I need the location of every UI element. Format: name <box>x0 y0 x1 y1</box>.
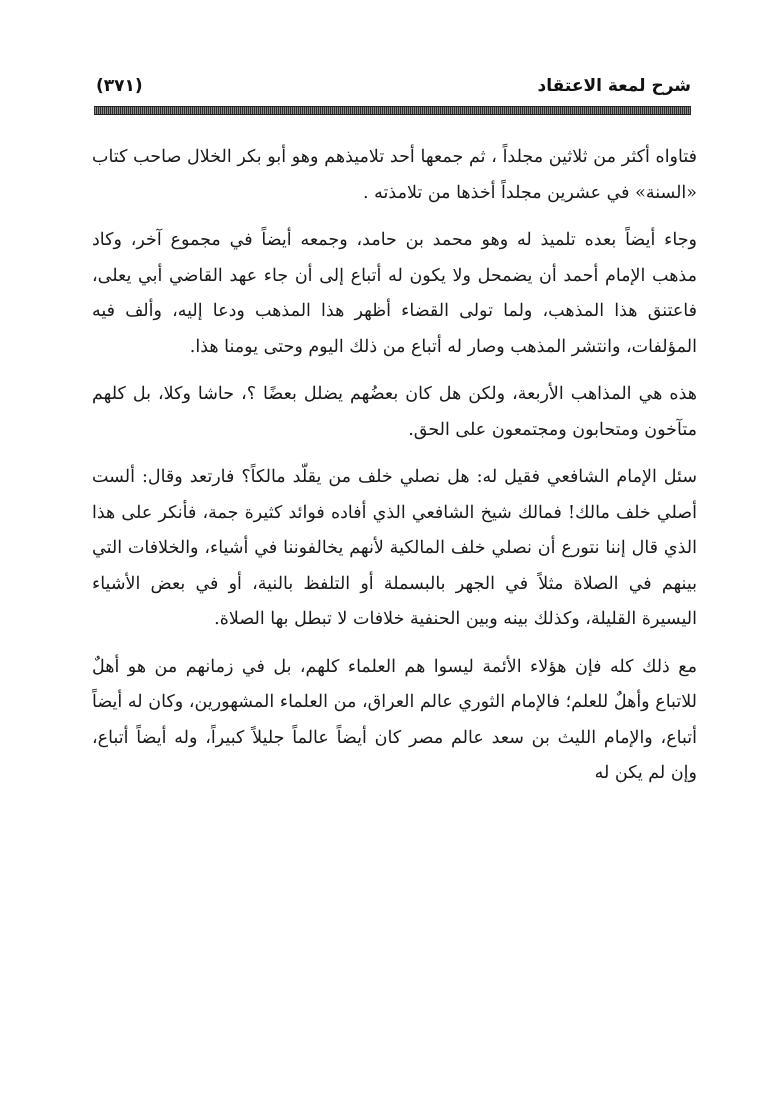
page-header <box>96 72 691 100</box>
page-number: (٣٧١) <box>96 76 143 96</box>
paragraph-1: فتاواه أكثر من ثلاثين مجلداً ، ثم جمعها أحد تلاميذهم وهو أبو بكر الخلال صاحب كتاب «السنة» في عشرين مجلداً أخذها من تلامذته . <box>92 147 697 203</box>
paragraph-3: هذه هي المذاهب الأربعة، ولكن هل كان بعضُهم يضلل بعضًا ؟، حاشا وكلا، بل كلهم متآخون ومتحابون ومجتمعون على الحق. <box>92 384 697 440</box>
paragraph-2: وجاء أيضاً بعده تلميذ له وهو محمد بن حامد، وجمعه أيضاً في مجموع آخر، وكاد مذهب الإمام أحمد أن يضمحل ولا يكون له أتباع إلى أن جاء عهد القاضي أبي يعلى، فاعتنق هذا المذهب، ولما تولى القضاء أظهر هذا المذهب ودعا إليه، وألف فيه المؤلفات، وانتشر المذهب وصار له أتباع من ذلك اليوم وحتى يومنا هذا. <box>92 230 697 357</box>
paragraph-5: مع ذلك كله فإن هؤلاء الأئمة ليسوا هم العلماء كلهم، بل في زمانهم من هو أهلٌ للاتباع وأهلٌ للعلم؛ فالإمام الثوري عالم العراق، من العلماء المشهورين، وكان له أيضاً أتباع، والإمام الليث بن سعد عالم مصر كان أيضاً عالماً جليلاً كبيراً، وله أيضاً أتباع، وإن لم يكن له <box>92 656 697 783</box>
paragraph-4: سئل الإمام الشافعي فقيل له: هل نصلي خلف من يقلّد مالكاً؟ فارتعد وقال: ألست أصلي خلف مالك! فمالك شيخ الشافعي الذي أفاده فوائد كثيرة جمة، فأنكر على هذا الذي قال إننا نتورع أن نصلي خلف المالكية لأنهم يخالفوننا في أشياء، والخلافات التي بينهم في الصلاة مثلاً في الجهر بالبسملة أو التلفظ بالنية، أو في بعض الأشياء اليسيرة القليلة، وكذلك بينه وبين الحنفية خلافات لا تبطل بها الصلاة. <box>92 467 697 629</box>
book-title: شرح لمعة الاعتقاد <box>537 76 691 96</box>
body-text <box>92 140 697 804</box>
header-rule <box>94 106 691 115</box>
